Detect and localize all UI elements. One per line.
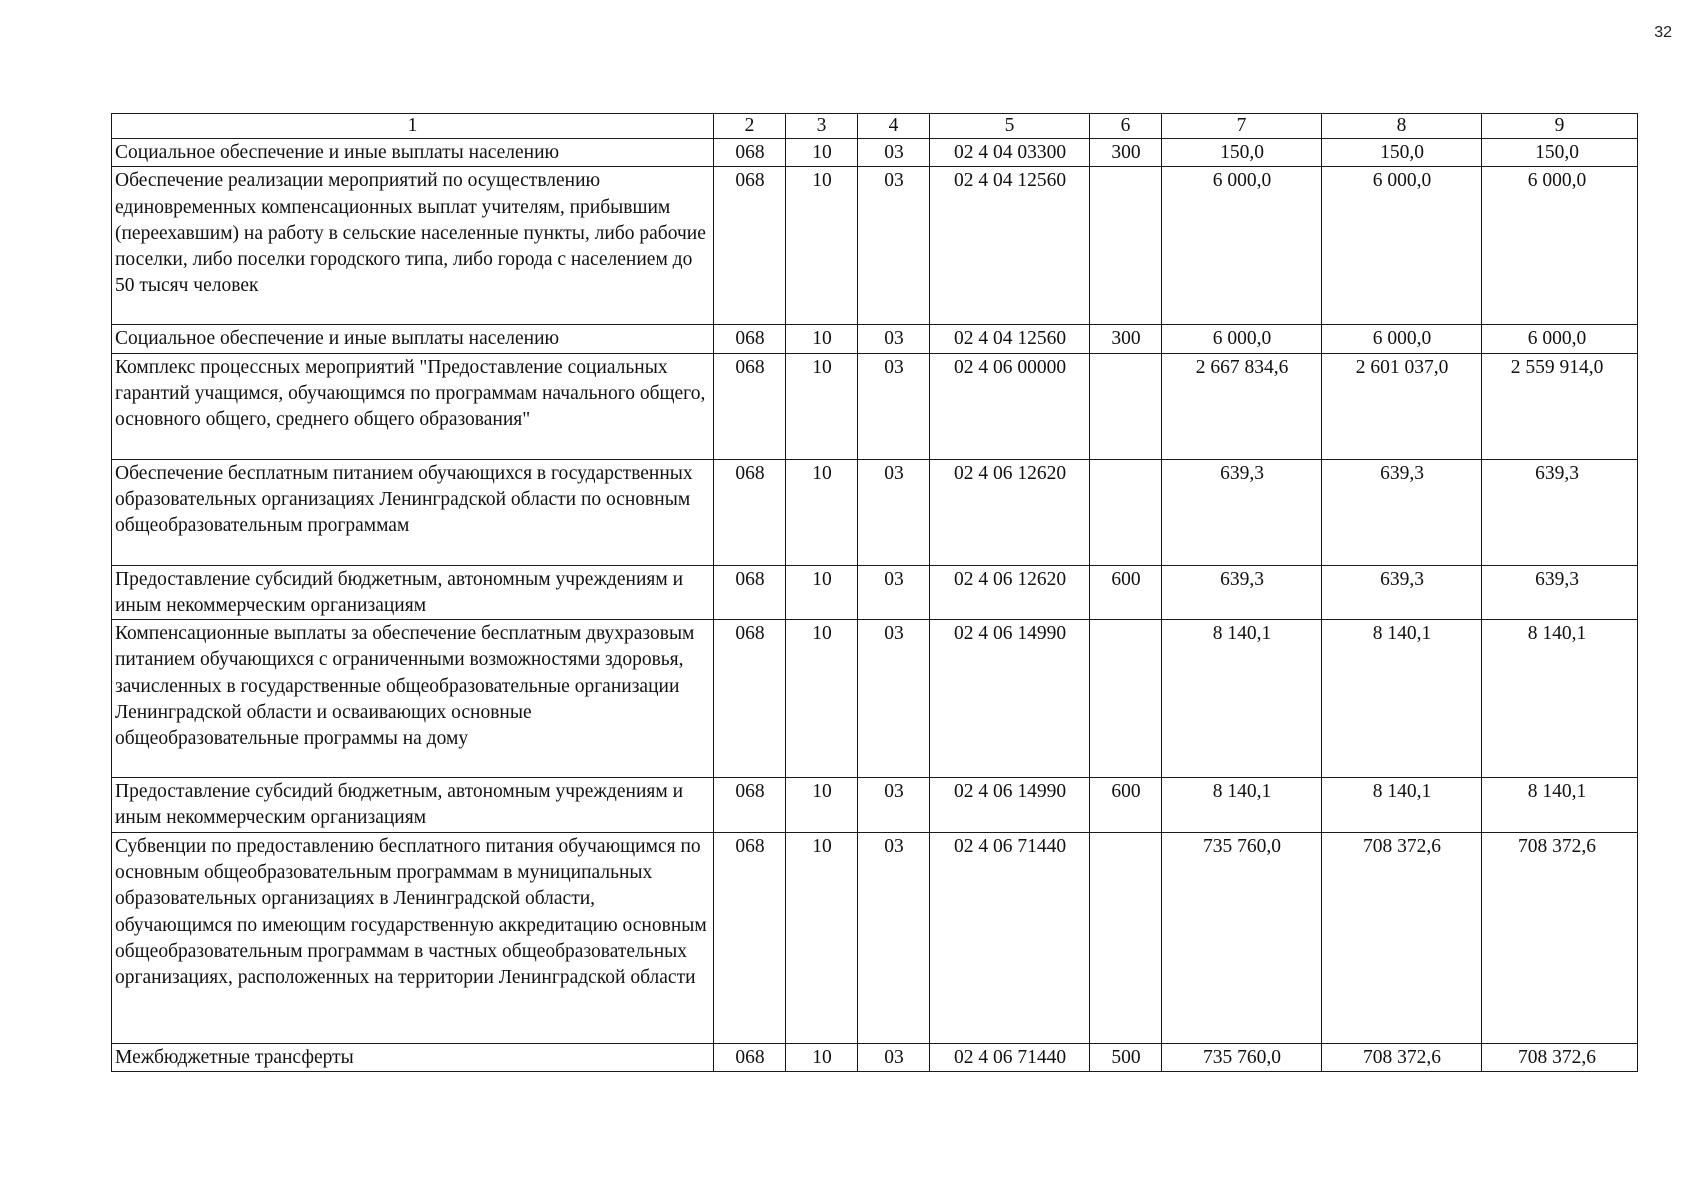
- cell-section: 10: [786, 620, 858, 778]
- cell-expense-type: 500: [1090, 1043, 1162, 1071]
- cell-ministry-code: 068: [714, 832, 786, 1043]
- cell-amount-8: 8 140,1: [1322, 620, 1482, 778]
- row-name: Комплекс процессных мероприятий "Предоставление социальных гарантий учащимся, обучающимся по программам начального общего, основного общего, среднего общего образования": [112, 353, 714, 459]
- cell-amount-7: 735 760,0: [1162, 832, 1322, 1043]
- cell-expense-type: 600: [1090, 565, 1162, 620]
- cell-target-article: 02 4 04 12560: [930, 325, 1090, 353]
- cell-expense-type: [1090, 353, 1162, 459]
- row-name: Компенсационные выплаты за обеспечение бесплатным двухразовым питанием обучающихся с ограниченными возможностями здоровья, зачисленных в государственные общеобразовательные организации Ленинградской области и осваивающих основные общеобразовательные программы на дому: [112, 620, 714, 778]
- table-row: [112, 778, 1638, 833]
- table-row: [112, 353, 1638, 459]
- cell-target-article: 02 4 06 71440: [930, 1043, 1090, 1071]
- table-row: [112, 620, 1638, 778]
- cell-amount-9: 6 000,0: [1482, 325, 1638, 353]
- header-cell: 3: [786, 114, 858, 139]
- cell-amount-8: 6 000,0: [1322, 167, 1482, 325]
- row-name: Социальное обеспечение и иные выплаты населению: [112, 325, 714, 353]
- cell-ministry-code: 068: [714, 620, 786, 778]
- cell-subsection: 03: [858, 1043, 930, 1071]
- header-cell: 8: [1322, 114, 1482, 139]
- cell-amount-9: 708 372,6: [1482, 832, 1638, 1043]
- cell-section: 10: [786, 167, 858, 325]
- header-cell: 1: [112, 114, 714, 139]
- cell-subsection: 03: [858, 139, 930, 167]
- table-header-row: [112, 114, 1638, 139]
- cell-amount-7: 6 000,0: [1162, 167, 1322, 325]
- cell-target-article: 02 4 06 14990: [930, 778, 1090, 833]
- cell-target-article: 02 4 06 00000: [930, 353, 1090, 459]
- cell-subsection: 03: [858, 459, 930, 565]
- cell-expense-type: [1090, 459, 1162, 565]
- cell-amount-8: 639,3: [1322, 459, 1482, 565]
- cell-section: 10: [786, 139, 858, 167]
- cell-amount-9: 8 140,1: [1482, 778, 1638, 833]
- row-name: Субвенции по предоставлению бесплатного питания обучающимся по основным общеобразовательным программам в муниципальных образовательных организациях в Ленинградской области, обучающимся по имеющим государственную аккредитацию основным общеобразовательным программам в частных общеобразовательных организациях, расположенных на территории Ленинградской области: [112, 832, 714, 1043]
- cell-ministry-code: 068: [714, 1043, 786, 1071]
- cell-amount-9: 708 372,6: [1482, 1043, 1638, 1071]
- cell-target-article: 02 4 06 14990: [930, 620, 1090, 778]
- cell-section: 10: [786, 832, 858, 1043]
- cell-amount-7: 2 667 834,6: [1162, 353, 1322, 459]
- cell-ministry-code: 068: [714, 459, 786, 565]
- row-name: Обеспечение бесплатным питанием обучающихся в государственных образовательных организациях Ленинградской области по основным общеобразовательным программам: [112, 459, 714, 565]
- cell-expense-type: [1090, 167, 1162, 325]
- cell-section: 10: [786, 565, 858, 620]
- cell-subsection: 03: [858, 353, 930, 459]
- cell-amount-8: 708 372,6: [1322, 1043, 1482, 1071]
- cell-section: 10: [786, 325, 858, 353]
- budget-table: [111, 113, 1638, 1072]
- cell-section: 10: [786, 1043, 858, 1071]
- cell-ministry-code: 068: [714, 353, 786, 459]
- cell-subsection: 03: [858, 778, 930, 833]
- cell-section: 10: [786, 459, 858, 565]
- cell-amount-9: 639,3: [1482, 565, 1638, 620]
- header-cell: 7: [1162, 114, 1322, 139]
- header-cell: 6: [1090, 114, 1162, 139]
- cell-amount-7: 8 140,1: [1162, 778, 1322, 833]
- row-name: Социальное обеспечение и иные выплаты населению: [112, 139, 714, 167]
- cell-subsection: 03: [858, 620, 930, 778]
- cell-ministry-code: 068: [714, 325, 786, 353]
- row-name: Обеспечение реализации мероприятий по осуществлению единовременных компенсационных выплат учителям, прибывшим (переехавшим) на работу в сельские населенные пункты, либо рабочие поселки, либо поселки городского типа, либо города с населением до 50 тысяч человек: [112, 167, 714, 325]
- header-cell: 5: [930, 114, 1090, 139]
- cell-amount-7: 735 760,0: [1162, 1043, 1322, 1071]
- row-name: Предоставление субсидий бюджетным, автономным учреждениям и иным некоммерческим организациям: [112, 565, 714, 620]
- cell-target-article: 02 4 06 71440: [930, 832, 1090, 1043]
- cell-expense-type: 300: [1090, 325, 1162, 353]
- cell-amount-7: 639,3: [1162, 565, 1322, 620]
- cell-amount-8: 2 601 037,0: [1322, 353, 1482, 459]
- table-row: [112, 1043, 1638, 1071]
- cell-amount-9: 2 559 914,0: [1482, 353, 1638, 459]
- cell-target-article: 02 4 06 12620: [930, 459, 1090, 565]
- cell-target-article: 02 4 04 03300: [930, 139, 1090, 167]
- cell-amount-8: 708 372,6: [1322, 832, 1482, 1043]
- cell-amount-8: 8 140,1: [1322, 778, 1482, 833]
- table-row: [112, 167, 1638, 325]
- cell-amount-9: 8 140,1: [1482, 620, 1638, 778]
- cell-amount-7: 639,3: [1162, 459, 1322, 565]
- table-row: [112, 139, 1638, 167]
- cell-ministry-code: 068: [714, 139, 786, 167]
- cell-target-article: 02 4 04 12560: [930, 167, 1090, 325]
- cell-amount-7: 150,0: [1162, 139, 1322, 167]
- cell-amount-7: 8 140,1: [1162, 620, 1322, 778]
- table-row: [112, 459, 1638, 565]
- cell-amount-9: 150,0: [1482, 139, 1638, 167]
- row-name: Предоставление субсидий бюджетным, автономным учреждениям и иным некоммерческим организациям: [112, 778, 714, 833]
- table-row: [112, 325, 1638, 353]
- cell-expense-type: [1090, 620, 1162, 778]
- cell-amount-8: 6 000,0: [1322, 325, 1482, 353]
- cell-amount-9: 639,3: [1482, 459, 1638, 565]
- cell-amount-8: 150,0: [1322, 139, 1482, 167]
- cell-amount-7: 6 000,0: [1162, 325, 1322, 353]
- cell-section: 10: [786, 353, 858, 459]
- cell-ministry-code: 068: [714, 565, 786, 620]
- cell-section: 10: [786, 778, 858, 833]
- row-name: Межбюджетные трансферты: [112, 1043, 714, 1071]
- cell-ministry-code: 068: [714, 167, 786, 325]
- cell-expense-type: 600: [1090, 778, 1162, 833]
- header-cell: 4: [858, 114, 930, 139]
- cell-amount-8: 639,3: [1322, 565, 1482, 620]
- cell-subsection: 03: [858, 832, 930, 1043]
- cell-target-article: 02 4 06 12620: [930, 565, 1090, 620]
- page-number: 32: [1654, 24, 1672, 41]
- cell-expense-type: 300: [1090, 139, 1162, 167]
- cell-subsection: 03: [858, 325, 930, 353]
- table-row: [112, 832, 1638, 1043]
- cell-subsection: 03: [858, 565, 930, 620]
- header-cell: 9: [1482, 114, 1638, 139]
- cell-subsection: 03: [858, 167, 930, 325]
- cell-ministry-code: 068: [714, 778, 786, 833]
- cell-expense-type: [1090, 832, 1162, 1043]
- table-row: [112, 565, 1638, 620]
- header-cell: 2: [714, 114, 786, 139]
- cell-amount-9: 6 000,0: [1482, 167, 1638, 325]
